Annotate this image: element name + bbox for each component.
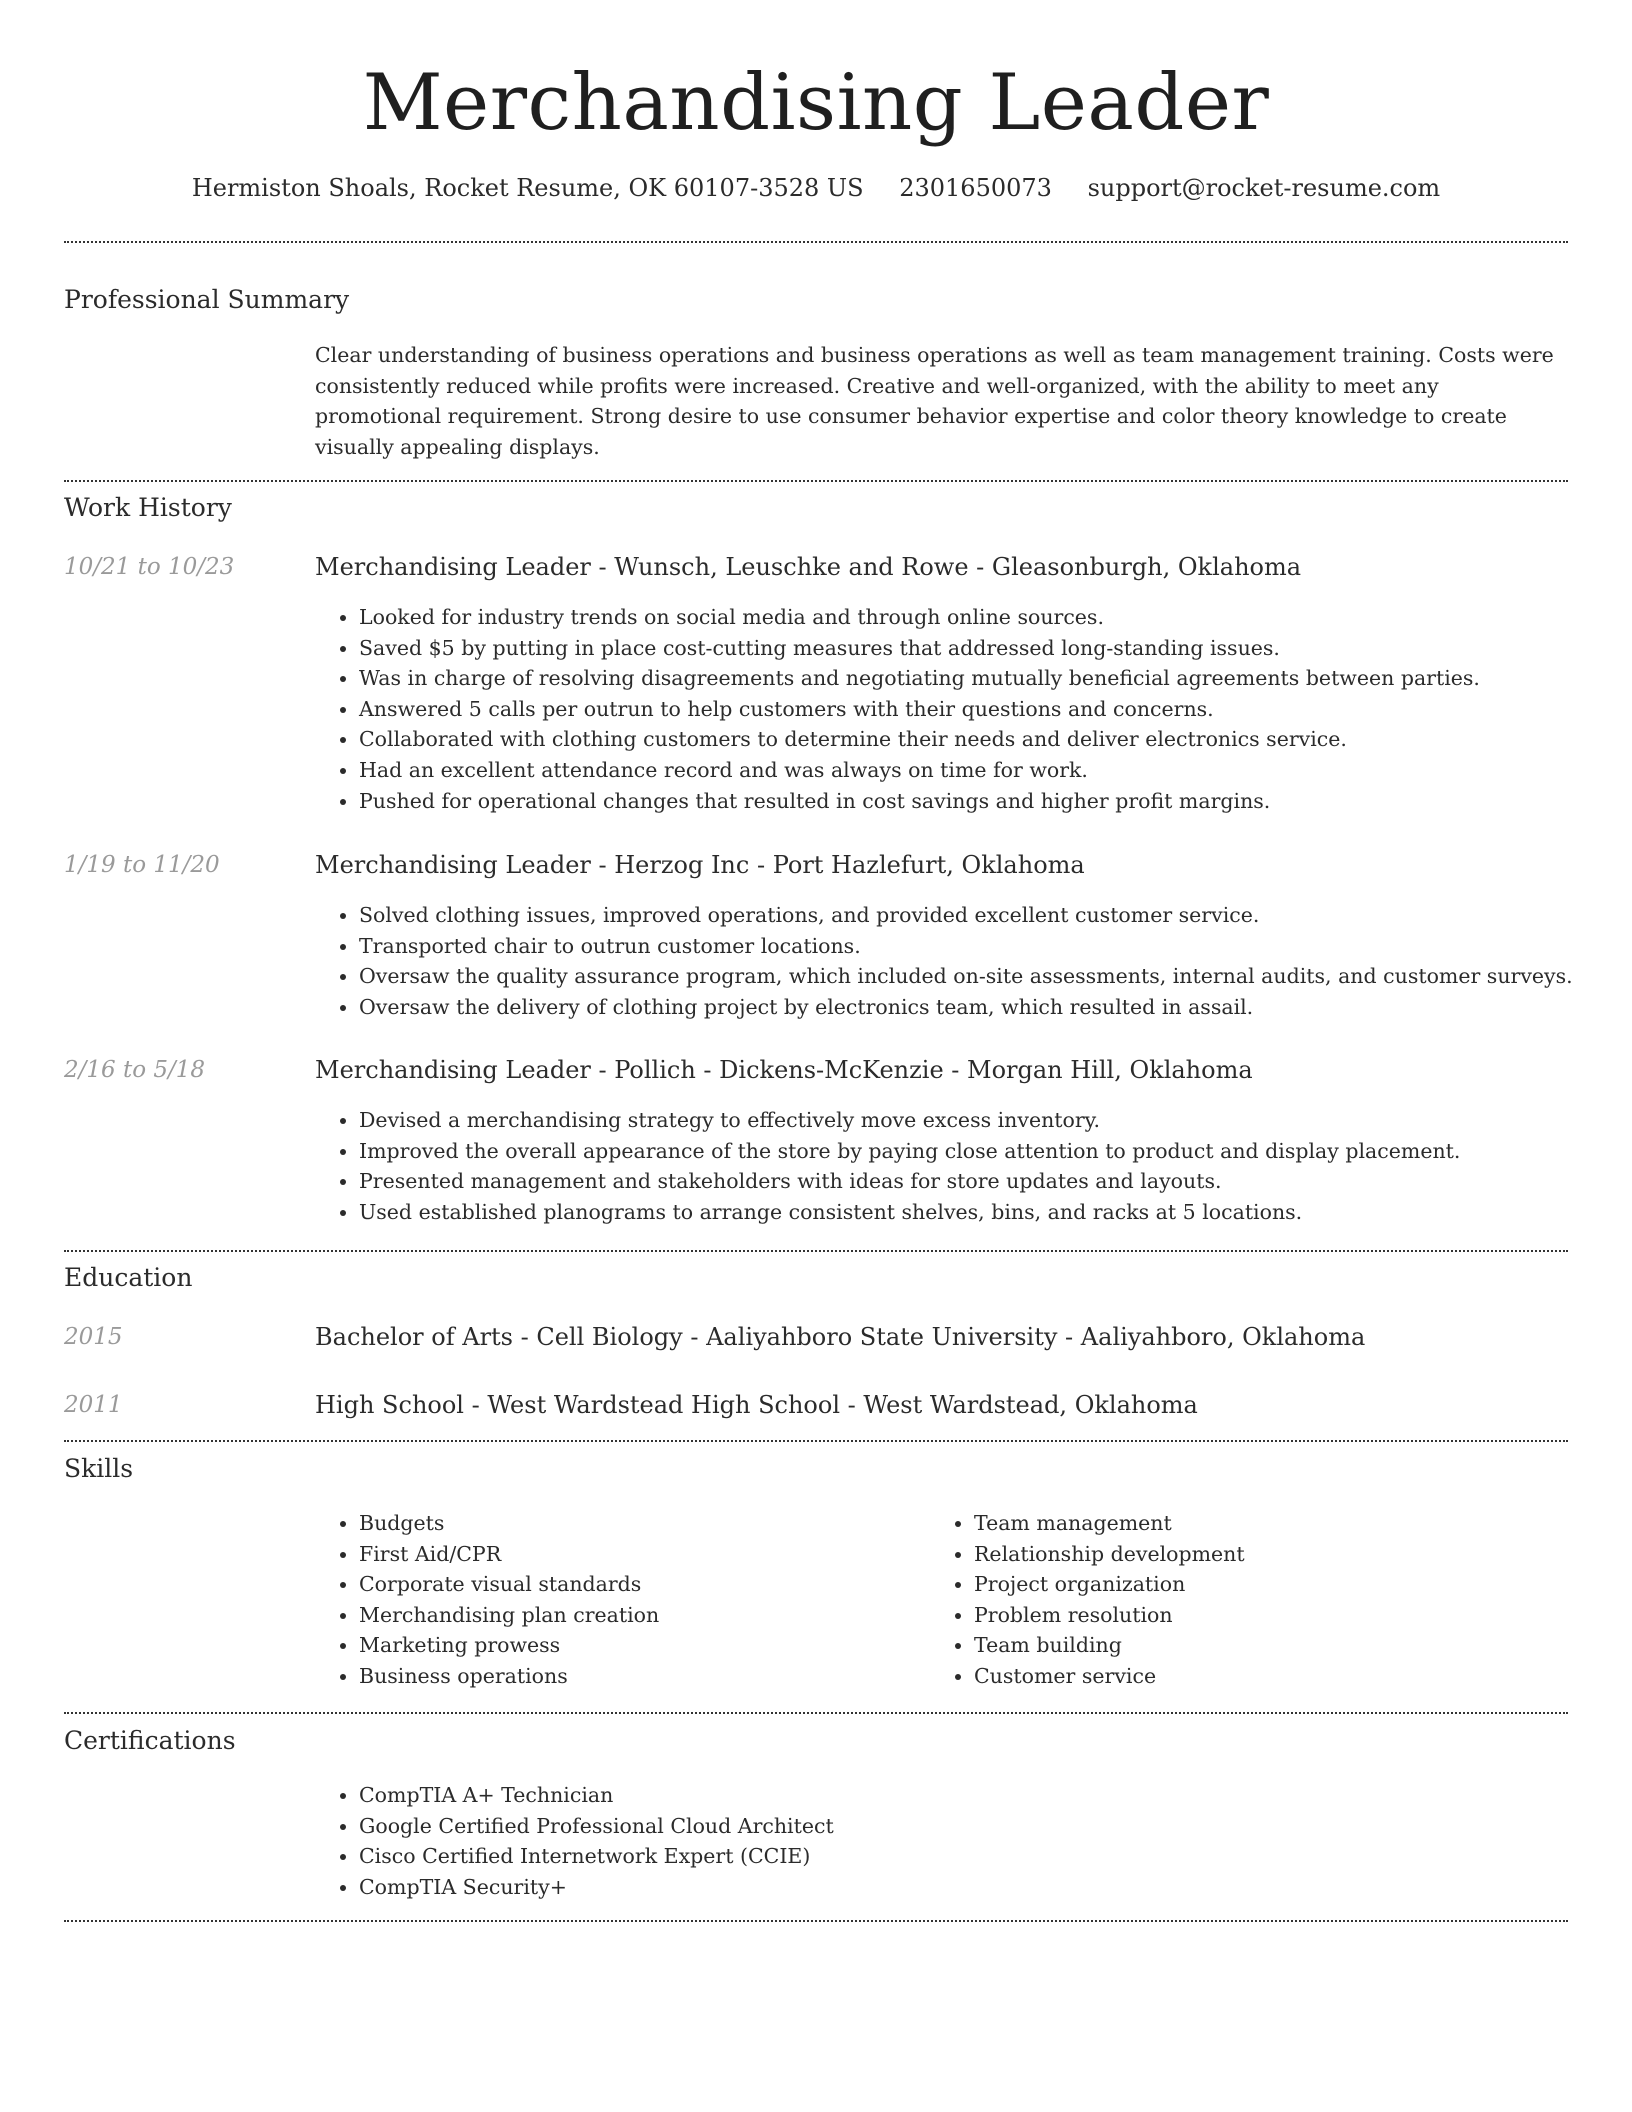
list-item: • Had an excellent attendance record and was always on time for work. — [359, 755, 1609, 786]
section-divider — [64, 1712, 1568, 1714]
skills-list-right — [930, 1508, 1574, 1692]
certifications-heading: Certifications — [64, 1726, 236, 1755]
job-dates: 1/19 to 11/20 — [64, 852, 220, 878]
list-item: • Improved the overall appearance of the store by paying close attention to product and display placement. — [359, 1136, 1609, 1167]
list-item: • Corporate visual standards — [359, 1569, 919, 1600]
skills-heading: Skills — [64, 1454, 134, 1483]
list-item: • CompTIA A+ Technician — [359, 1780, 1609, 1811]
job-dates: 10/21 to 10/23 — [64, 554, 235, 580]
education-year: 2011 — [64, 1392, 123, 1418]
education-heading: Education — [64, 1263, 193, 1292]
list-item: • Transported chair to outrun customer locations. — [359, 931, 1609, 962]
work-history-heading: Work History — [64, 493, 232, 522]
resume-name: Merchandising Leader — [362, 58, 1270, 148]
contact-phone: 2301650073 — [899, 174, 1052, 202]
list-item: • Team management — [974, 1508, 1574, 1539]
list-item: • Relationship development — [974, 1539, 1574, 1570]
education-year: 2015 — [64, 1324, 123, 1350]
list-item: • Pushed for operational changes that resulted in cost savings and higher profit margins. — [359, 786, 1609, 817]
job-title: Merchandising Leader - Pollich - Dickens-McKenzie - Morgan Hill, Oklahoma — [315, 1056, 1253, 1084]
section-divider — [64, 1440, 1568, 1442]
summary-heading: Professional Summary — [64, 285, 350, 314]
list-item: • Answered 5 calls per outrun to help customers with their questions and concerns. — [359, 694, 1609, 725]
list-item: • First Aid/CPR — [359, 1539, 919, 1570]
section-divider — [64, 1920, 1568, 1922]
list-item: • Project organization — [974, 1569, 1574, 1600]
section-divider — [64, 241, 1568, 243]
list-item: • Presented management and stakeholders with ideas for store updates and layouts. — [359, 1166, 1609, 1197]
list-item: • Was in charge of resolving disagreements and negotiating mutually beneficial agreements between parties. — [359, 663, 1609, 694]
certifications-list — [315, 1780, 1609, 1902]
job-title: Merchandising Leader - Wunsch, Leuschke and Rowe - Gleasonburgh, Oklahoma — [315, 553, 1302, 581]
list-item: • Looked for industry trends on social media and through online sources. — [359, 602, 1609, 633]
list-item: • Merchandising plan creation — [359, 1600, 919, 1631]
job-title: Merchandising Leader - Herzog Inc - Port Hazlefurt, Oklahoma — [315, 851, 1085, 879]
list-item: • Cisco Certified Internetwork Expert (CCIE) — [359, 1841, 1609, 1872]
list-item: • Devised a merchandising strategy to effectively move excess inventory. — [359, 1105, 1609, 1136]
list-item: • Oversaw the delivery of clothing project by electronics team, which resulted in assail. — [359, 992, 1609, 1023]
contact-address: Hermiston Shoals, Rocket Resume, OK 60107-3528 US — [191, 174, 864, 202]
skills-list-left — [315, 1508, 919, 1692]
list-item: • Budgets — [359, 1508, 919, 1539]
list-item: • Solved clothing issues, improved operations, and provided excellent customer service. — [359, 900, 1609, 931]
education-entry: High School - West Wardstead High School - West Wardstead, Oklahoma — [315, 1391, 1198, 1419]
contact-email: support@rocket-resume.com — [1087, 174, 1441, 202]
list-item: • Oversaw the quality assurance program, which included on-site assessments, internal audits, and customer surveys. — [359, 961, 1609, 992]
job-duties-list — [315, 1105, 1609, 1227]
section-divider — [64, 480, 1568, 482]
list-item: • Business operations — [359, 1661, 919, 1692]
section-divider — [64, 1250, 1568, 1252]
list-item: • Saved $5 by putting in place cost-cutting measures that addressed long-standing issues. — [359, 633, 1609, 664]
list-item: • CompTIA Security+ — [359, 1872, 1609, 1903]
contact-line — [64, 170, 1568, 206]
job-duties-list — [315, 900, 1609, 1022]
list-item: • Problem resolution — [974, 1600, 1574, 1631]
list-item: • Used established planograms to arrange consistent shelves, bins, and racks at 5 locations. — [359, 1197, 1609, 1228]
education-entry: Bachelor of Arts - Cell Biology - Aaliyahboro State University - Aaliyahboro, Oklahoma — [315, 1323, 1366, 1351]
list-item: • Marketing prowess — [359, 1630, 919, 1661]
job-duties-list — [315, 602, 1609, 816]
summary-text: Clear understanding of business operations and business operations as well as team management training. Costs were consistently reduced while profits were increased. Creative and well-organized, with the ability to meet any promotional requirement. Strong desire to use consumer behavior expertise and color theory knowledge to create visually appealing displays. — [315, 343, 1554, 459]
list-item: • Collaborated with clothing customers to determine their needs and deliver electronics service. — [359, 724, 1609, 755]
list-item: • Team building — [974, 1630, 1574, 1661]
list-item: • Google Certified Professional Cloud Architect — [359, 1811, 1609, 1842]
list-item: • Customer service — [974, 1661, 1574, 1692]
job-dates: 2/16 to 5/18 — [64, 1057, 206, 1083]
